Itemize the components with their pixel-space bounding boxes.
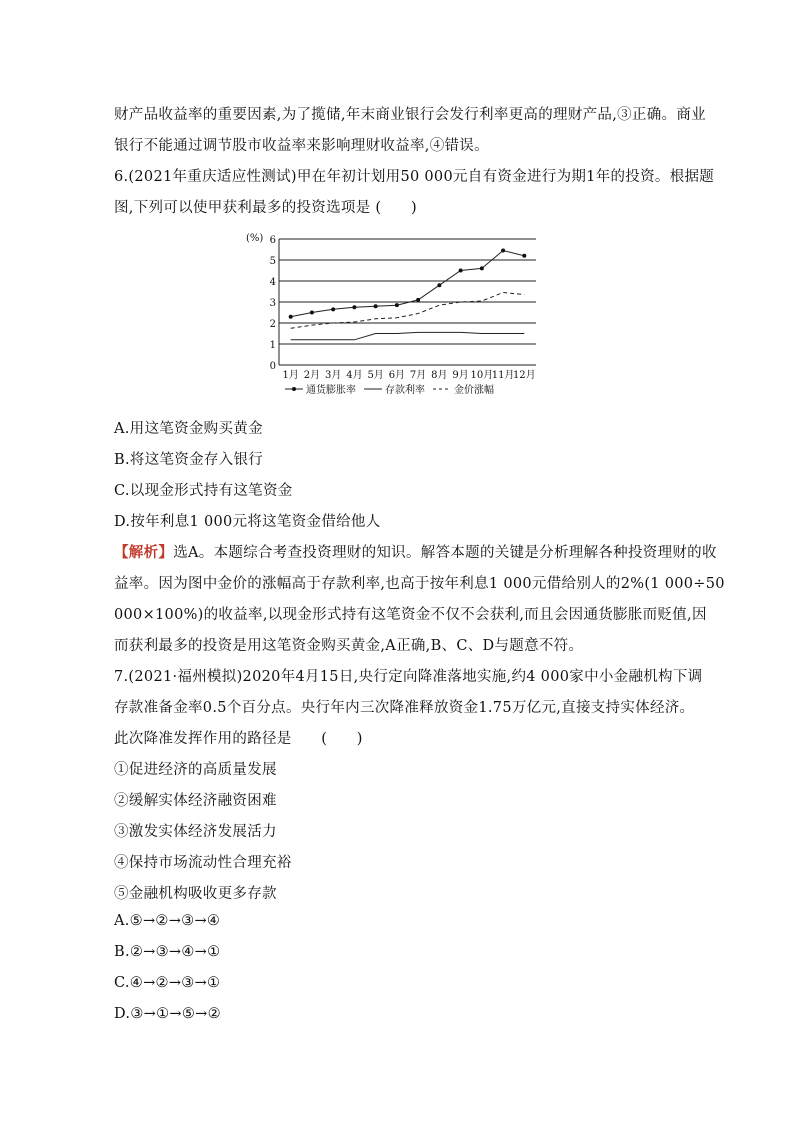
data-point	[331, 307, 335, 311]
text-line: 财产品收益率的重要因素,为了揽储,年末商业银行会发行利率更高的理财产品,③正确。商业	[114, 107, 706, 123]
question-7-stem: 此次降准发挥作用的路径是 ( )	[114, 731, 363, 747]
x-tick-label: 10月	[470, 370, 494, 381]
data-point	[395, 303, 399, 307]
data-point	[416, 298, 420, 302]
analysis-line: 而获利最多的投资是用这笔资金购买黄金,A正确,B、C、D与题意不符。	[114, 638, 584, 654]
data-point	[289, 315, 293, 319]
option-a: A.用这笔资金购买黄金	[114, 421, 263, 437]
y-tick-label: 0	[269, 361, 276, 372]
data-point	[522, 254, 526, 258]
item-4: ④保持市场流动性合理充裕	[114, 855, 292, 871]
option-b: B.②→③→④→①	[114, 944, 221, 960]
x-tick-label: 9月	[452, 370, 469, 381]
series-line	[291, 332, 525, 339]
legend-label: 金价涨幅	[454, 385, 494, 396]
item-2: ②缓解实体经济融资困难	[114, 793, 277, 809]
x-tick-label: 6月	[388, 370, 406, 381]
y-tick-label: 4	[269, 277, 276, 288]
analysis-tag: 【解析】	[114, 544, 174, 561]
y-tick-label: 6	[269, 235, 276, 246]
y-tick-label: 5	[269, 256, 276, 267]
option-d: D.③→①→⑤→②	[114, 1006, 221, 1022]
x-tick-label: 3月	[324, 370, 342, 381]
question-7-stem: 存款准备金率0.5个百分点。央行年内三次降准释放资金1.75万亿元,直接支持实体经济。	[114, 700, 695, 716]
analysis-line: 益率。因为图中金价的涨幅高于存款利率,也高于按年利息1 000元借给别人的2%(1 000÷50	[114, 576, 725, 592]
data-point	[310, 311, 314, 315]
legend-marker	[292, 387, 296, 391]
y-axis-unit: (%)	[246, 233, 264, 244]
analysis-line: 000×100%)的收益率,以现金形式持有这笔资金不仅不会获利,而且会因通货膨胀而贬值,因	[114, 607, 707, 623]
y-tick-label: 2	[269, 319, 276, 330]
item-1: ①促进经济的高质量发展	[114, 762, 277, 778]
data-point	[480, 266, 484, 270]
line-chart	[230, 222, 550, 402]
x-tick-label: 12月	[512, 370, 536, 381]
y-tick-label: 1	[269, 340, 276, 351]
data-point	[374, 304, 378, 308]
option-c: C.以现金形式持有这笔资金	[114, 483, 293, 499]
analysis-text: 选A。本题综合考查投资理财的知识。解答本题的关键是分析理解各种投资理财的收	[173, 545, 717, 561]
x-tick-label: 4月	[346, 370, 363, 381]
data-point	[501, 249, 505, 253]
option-d: D.按年利息1 000元将这笔资金借给他人	[114, 514, 381, 530]
text-line: 银行不能通过调节股市收益率来影响理财收益率,④错误。	[114, 138, 489, 154]
x-tick-label: 7月	[409, 370, 427, 381]
question-6-stem: 6.(2021年重庆适应性测试)甲在年初计划用50 000元自有资金进行为期1年的投资。根据题	[114, 169, 715, 185]
y-tick-label: 3	[269, 298, 276, 309]
x-tick-label: 1月	[282, 370, 299, 381]
data-point	[437, 283, 441, 287]
option-b: B.将这笔资金存入银行	[114, 452, 264, 468]
question-7-stem: 7.(2021·福州模拟)2020年4月15日,央行定向降准落地实施,约4 000家中小金融机构下调	[114, 669, 703, 685]
option-a: A.⑤→②→③→④	[114, 913, 221, 929]
data-point	[459, 269, 463, 273]
item-5: ⑤金融机构吸收更多存款	[114, 886, 277, 902]
option-c: C.④→②→③→①	[114, 975, 221, 991]
legend-label: 存款利率	[385, 385, 425, 396]
analysis-line	[114, 541, 717, 562]
legend-label: 通货膨胀率	[306, 385, 356, 396]
data-point	[352, 305, 356, 309]
x-tick-label: 11月	[491, 370, 515, 381]
x-tick-label: 8月	[431, 370, 448, 381]
x-tick-label: 5月	[367, 370, 384, 381]
x-tick-label: 2月	[303, 370, 321, 381]
item-3: ③激发实体经济发展活力	[114, 824, 277, 840]
question-6-stem: 图,下列可以使甲获利最多的投资选项是 ( )	[114, 200, 417, 216]
